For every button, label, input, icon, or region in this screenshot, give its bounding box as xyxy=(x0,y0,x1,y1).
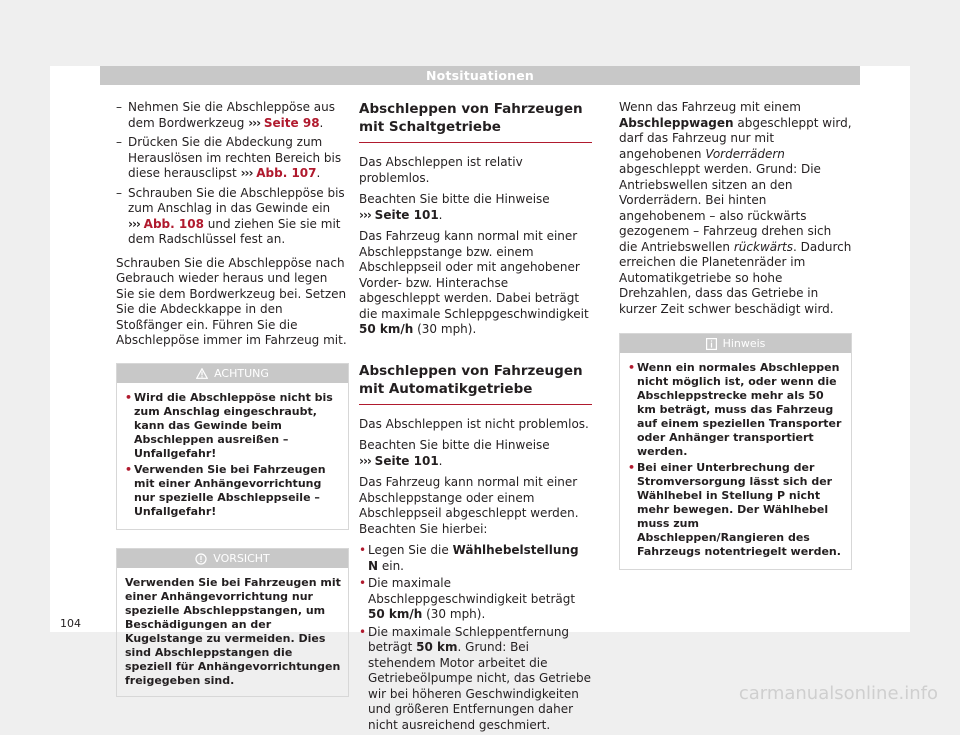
list-item: • Die maximale Abschleppgeschwindigkeit beträgt 50 km/h (30 mph). xyxy=(359,576,576,621)
list-item: • Wird die Abschleppöse nicht bis zum Anschlag eingeschraubt, kann das Gewinde beim Abschleppen ausreißen – Unfallgefahr! xyxy=(125,390,333,460)
list-item: • Legen Sie die Wählhebelstellung N ein. xyxy=(359,543,579,573)
list-item: – Schrauben Sie die Abschleppöse bis zum Anschlag in das Gewinde ein ››› Abb. 108 und ziehen Sie sie mit dem Radschlüssel fest an. xyxy=(116,185,345,246)
note-box-header: Hinweis xyxy=(620,334,851,353)
body-paragraph: Beachten Sie bitte die Hinweise ››› Seite 101. xyxy=(359,192,550,222)
note-box-body xyxy=(620,353,851,569)
section-heading: Abschleppen von Fahrzeugen mit Automatikgetriebe xyxy=(359,362,592,405)
body-paragraph: Wenn das Fahrzeug mit einem Abschleppwagen abgeschleppt wird, darf das Fahrzeug nur mit angehobenen Vorderrädern abgeschleppt werden. Grund: Die Antriebswellen sitzen an den Vorderrädern. Bei hinten angehobenem – also rückwärts gezogenem – Fahrzeug drehen sich die Antriebswellen rückwärts. Dadurch erreichen die Planetenräder im Automatikgetriebe so hohe Drehzahlen, dass das Getriebe in kurzer Zeit schwer beschädigt wird. xyxy=(619,100,852,316)
caution-circle-icon xyxy=(195,553,207,565)
caution-box-header: VORSICHT xyxy=(117,549,348,568)
warning-box-body xyxy=(117,383,348,529)
reference-arrow-icon: ››› xyxy=(128,216,140,231)
body-paragraph: Das Fahrzeug kann normal mit einer Abschleppstange bzw. einem Abschleppseil oder mit angehobener Vorder- bzw. Hinterachse abgeschleppt werden. Dabei beträgt die maximale Schleppgeschwindigkeit 50 km/h (30 mph). xyxy=(359,229,589,336)
list-item: • Bei einer Unterbrechung der Stromversorgung lässt sich der Wählhebel in Stellung P nicht mehr bewegen. Der Wählhebel muss zum Abschleppen/Rangieren des Fahrzeugs notentriegelt werden. xyxy=(628,461,841,558)
list-item: • Die maximale Schleppentfernung beträgt 50 km. Grund: Bei stehendem Motor arbeitet die Getriebeölpumpe nicht, das Getriebe wir bei höheren Geschwindigkeiten und größeren Entfernungen daher nicht ausreichend geschmiert. xyxy=(359,624,591,732)
info-icon xyxy=(706,338,717,350)
chapter-header: Notsituationen xyxy=(100,66,860,85)
body-paragraph: Das Abschleppen ist relativ problemlos. xyxy=(359,155,523,185)
page-reference-link[interactable]: Seite 98 xyxy=(263,115,320,130)
column-2 xyxy=(359,100,592,735)
warning-box-header: ACHTUNG xyxy=(117,364,348,383)
reference-arrow-icon: ››› xyxy=(240,166,253,180)
list-item: – Nehmen Sie die Abschleppöse aus dem Bordwerkzeug ››› Seite 98. xyxy=(116,100,335,130)
page-reference-link[interactable]: Seite 101 xyxy=(374,453,439,468)
figure-reference-link[interactable]: Abb. 108 xyxy=(143,216,204,231)
reference-arrow-icon: ››› xyxy=(359,207,371,222)
section-heading: Abschleppen von Fahrzeugen mit Schaltgetriebe xyxy=(359,100,592,143)
caution-box xyxy=(116,548,349,697)
body-paragraph: Schrauben Sie die Abschleppöse nach Gebrauch wieder heraus und legen Sie sie dem Bordwerkzeug bei. Setzen Sie die Abdeckkappe in den Stoßfänger ein. Führen Sie die Abschleppöse immer im Fahrzeug mit. xyxy=(116,255,347,347)
body-paragraph: Das Fahrzeug kann normal mit einer Abschleppstange oder einem Abschleppseil abgeschleppt werden. Beachten Sie hierbei: xyxy=(359,475,579,536)
column-1 xyxy=(116,100,349,697)
reference-arrow-icon: ››› xyxy=(248,115,261,130)
caution-box-body: Verwenden Sie bei Fahrzeugen mit einer Anhängevorrichtung nur spezielle Abschleppstangen, um Beschädigungen an der Kugelstange zu vermeiden. Dies sind Abschleppstangen die speziell für Anhängevorrichtungen freigegeben sind. xyxy=(125,575,341,687)
figure-reference-link[interactable]: Abb. 107 xyxy=(256,166,317,180)
body-paragraph: Beachten Sie bitte die Hinweise ››› Seite 101. xyxy=(359,438,550,468)
note-box xyxy=(619,333,852,570)
list-item: • Verwenden Sie bei Fahrzeugen mit einer Anhängevorrichtung nur spezielle Abschleppseile – Unfallgefahr! xyxy=(125,462,326,518)
warning-box xyxy=(116,363,349,530)
page-reference-link[interactable]: Seite 101 xyxy=(374,207,439,222)
list-item: – Drücken Sie die Abdeckung zum Herauslösen im rechten Bereich bis diese herausclipst ››› Abb. 107. xyxy=(116,135,342,180)
warning-triangle-icon xyxy=(196,368,208,379)
body-paragraph: Das Abschleppen ist nicht problemlos. xyxy=(359,416,589,431)
page-number: 104 xyxy=(60,617,81,630)
reference-arrow-icon: ››› xyxy=(359,453,371,468)
list-item: • Wenn ein normales Abschleppen nicht möglich ist, oder wenn die Abschleppstrecke mehr als 50 km beträgt, muss das Fahrzeug auf einem speziellen Transporter oder Anhänger transportiert werden. xyxy=(628,361,842,458)
column-3 xyxy=(619,100,852,570)
watermark: carmanualsonline.info xyxy=(738,683,938,704)
